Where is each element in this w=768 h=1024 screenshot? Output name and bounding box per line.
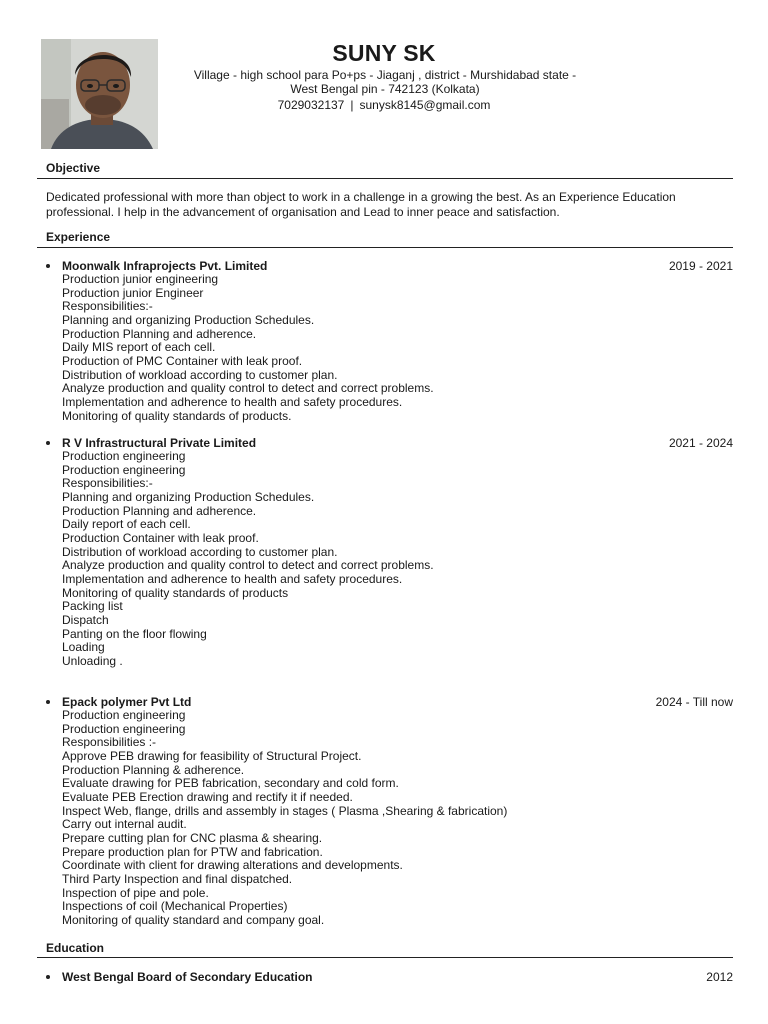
responsibility-line: Unloading .	[62, 653, 123, 668]
employment-dates: 2019 - 2021	[668, 259, 733, 273]
responsibility-line: Inspect Web, flange, drills and assembly in stages ( Plasma ,Shearing & fabrication)	[62, 803, 508, 818]
responsibility-line: Monitoring of quality standards of products.	[62, 408, 292, 423]
responsibility-line: Implementation and adherence to health and safety procedures.	[62, 394, 403, 409]
employment-dates: 2024 - Till now	[655, 695, 733, 709]
objective-heading: Objective	[46, 161, 101, 175]
education-heading: Education	[46, 941, 105, 955]
experience-heading: Experience	[46, 230, 111, 244]
responsibility-list	[46, 450, 733, 669]
institution-name: West Bengal Board of Secondary Education	[62, 970, 313, 984]
responsibility-line: Planning and organizing Production Schedules.	[62, 489, 315, 504]
responsibility-line: Monitoring of quality standards of products	[62, 585, 289, 600]
objective-text: Dedicated professional with more than object to work in a challenge in a growing the best. As an Experience Education professional. I help in the advancement of organisation and Lead to inner peace and satisfaction.	[46, 190, 676, 219]
address: Village - high school para Po+ps - Jiaganj , district - Murshidabad state - West Bengal pin - 742123 (Kolkata)	[193, 68, 577, 96]
responsibility-list	[46, 273, 733, 423]
responsibility-line: Production engineering	[62, 462, 186, 477]
responsibility-line: Production Container with leak proof.	[62, 530, 259, 545]
experience-entry	[46, 436, 733, 669]
objective-divider	[37, 178, 733, 179]
responsibility-line: Production engineering	[62, 721, 186, 736]
responsibility-line: Distribution of workload according to customer plan.	[62, 367, 338, 382]
responsibility-line: Inspection of pipe and pole.	[62, 885, 209, 900]
company-name: Epack polymer Pvt Ltd	[62, 695, 192, 709]
responsibility-line: Panting on the floor flowing	[62, 626, 207, 641]
responsibility-line: Production engineering	[62, 449, 186, 463]
responsibility-line: Prepare production plan for PTW and fabrication.	[62, 844, 323, 859]
bullet-icon	[46, 441, 50, 445]
experience-divider	[37, 247, 733, 248]
experience-entry-header	[46, 436, 733, 450]
company-name: R V Infrastructural Private Limited	[62, 436, 257, 450]
responsibility-line: Production Planning and adherence.	[62, 326, 257, 341]
education-entry-header	[46, 970, 733, 984]
bullet-icon	[46, 264, 50, 268]
responsibility-line: Coordinate with client for drawing alterations and developments.	[62, 858, 403, 873]
bullet-icon	[46, 975, 50, 979]
responsibility-line: Loading	[62, 640, 105, 655]
experience-entry	[46, 695, 733, 928]
responsibility-list	[46, 709, 733, 928]
responsibility-line: Distribution of workload according to customer plan.	[62, 544, 338, 559]
responsibility-line: Planning and organizing Production Schedules.	[62, 312, 315, 327]
responsibility-line: Evaluate drawing for PEB fabrication, secondary and cold form.	[62, 776, 399, 791]
responsibility-line: Production Planning and adherence.	[62, 503, 257, 518]
responsibility-line: Responsibilities:-	[62, 476, 153, 491]
responsibility-line: Monitoring of quality standard and company goal.	[62, 912, 325, 927]
candidate-name: SUNY SK	[332, 40, 436, 66]
responsibility-line: Packing list	[62, 599, 123, 614]
company-name: Moonwalk Infraprojects Pvt. Limited	[62, 259, 268, 273]
responsibility-line: Production of PMC Container with leak proof.	[62, 353, 303, 368]
responsibility-line: Daily MIS report of each cell.	[62, 340, 216, 355]
education-year: 2012	[706, 970, 733, 984]
responsibility-line: Daily report of each cell.	[62, 517, 191, 532]
responsibility-line: Analyze production and quality control to detect and correct problems.	[62, 381, 434, 396]
experience-entry-header	[46, 259, 733, 273]
responsibility-line: Production engineering	[62, 708, 186, 722]
experience-entry-header	[46, 695, 733, 709]
education-divider	[37, 957, 733, 958]
responsibility-line: Evaluate PEB Erection drawing and rectify it if needed.	[62, 789, 353, 804]
phone-number: 7029032137	[277, 98, 345, 112]
responsibility-line: Analyze production and quality control to detect and correct problems.	[62, 558, 434, 573]
responsibility-line: Implementation and adherence to health and safety procedures.	[62, 571, 403, 586]
responsibility-line: Production junior engineering	[62, 272, 219, 286]
responsibility-line: Third Party Inspection and final dispatched.	[62, 871, 293, 886]
contact-line	[0, 98, 768, 112]
responsibility-line: Inspections of coil (Mechanical Properties)	[62, 899, 288, 914]
responsibility-line: Dispatch	[62, 612, 109, 627]
education-entry	[46, 970, 733, 984]
responsibility-line: Production junior Engineer	[62, 285, 204, 300]
bullet-icon	[46, 700, 50, 704]
responsibility-line: Production Planning & adherence.	[62, 762, 245, 777]
responsibility-line: Responsibilities :-	[62, 735, 157, 750]
responsibility-line: Responsibilities:-	[62, 299, 153, 314]
email-address: sunysk8145@gmail.com	[359, 98, 491, 112]
responsibility-line: Carry out internal audit.	[62, 817, 187, 832]
responsibility-line: Prepare cutting plan for CNC plasma & shearing.	[62, 830, 323, 845]
employment-dates: 2021 - 2024	[668, 436, 733, 450]
responsibility-line: Approve PEB drawing for feasibility of Structural Project.	[62, 748, 362, 763]
contact-separator: |	[350, 98, 354, 112]
experience-entry	[46, 259, 733, 423]
